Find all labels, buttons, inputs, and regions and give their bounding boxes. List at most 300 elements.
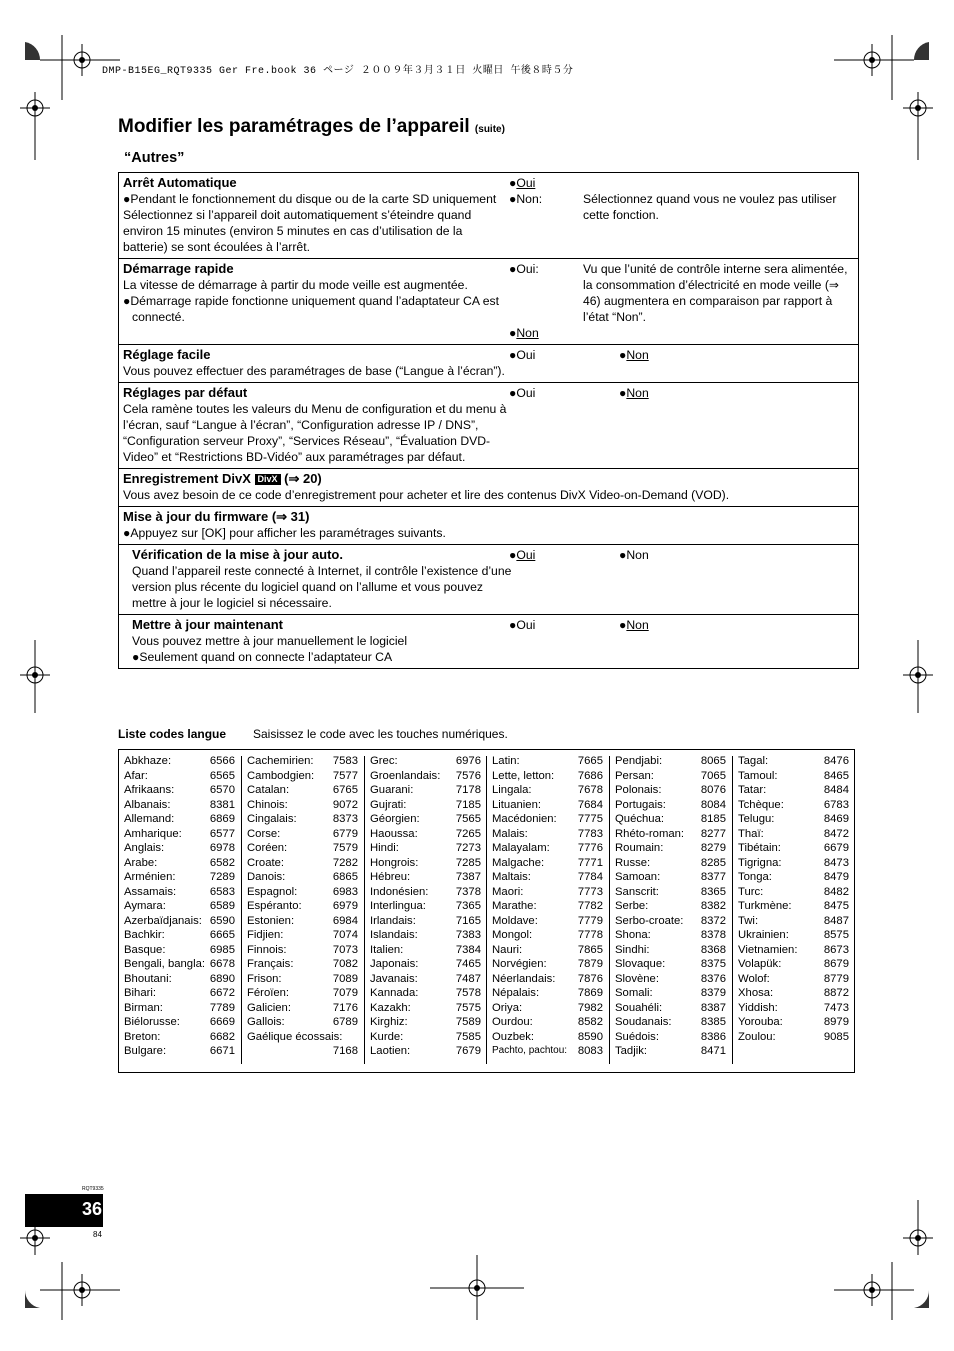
row-heading: Réglages par défaut <box>123 385 248 400</box>
language-entry <box>247 1015 358 1030</box>
language-entry <box>615 783 726 798</box>
language-entry <box>124 1001 235 1016</box>
language-name: Rhéto-roman: <box>615 827 685 840</box>
row-heading: Arrêt Automatique <box>123 175 237 190</box>
language-entry <box>370 783 481 798</box>
row-heading: Réglage facile <box>123 347 211 362</box>
language-code: 8387 <box>700 1001 726 1014</box>
language-name: Estonien: <box>247 914 295 927</box>
row-bullet: ●Appuyez sur [OK] pour afficher les paramétrages suivants. <box>123 526 446 540</box>
language-name: Népalais: <box>492 987 540 999</box>
language-name: Turc: <box>738 885 764 898</box>
language-name: Kannada: <box>370 987 419 999</box>
language-name: Lette, letton: <box>492 769 555 782</box>
language-name: Frison: <box>247 972 282 985</box>
language-entry <box>738 870 849 885</box>
option-non: ●Non <box>619 618 649 632</box>
language-entry <box>738 899 849 914</box>
language-code: 6565 <box>209 769 235 782</box>
language-name: Lingala: <box>492 784 532 796</box>
language-entry <box>738 827 849 842</box>
language-name: Birman: <box>124 1001 163 1014</box>
column-divider <box>732 756 733 1064</box>
language-codes-table <box>118 749 855 1073</box>
language-code: 7577 <box>332 769 358 782</box>
language-name: Serbe: <box>615 900 649 912</box>
language-entry <box>738 1001 849 1016</box>
section-heading: “Autres” <box>124 150 185 166</box>
row-enregistrement-divx <box>119 469 859 507</box>
language-code: 7778 <box>577 929 603 941</box>
language-code: 8779 <box>823 972 849 985</box>
language-code: 7783 <box>577 827 603 840</box>
language-name: Samoan: <box>615 871 661 883</box>
language-name: Albanais: <box>124 798 171 811</box>
language-column <box>370 754 481 1059</box>
language-entry <box>124 769 235 784</box>
language-entry <box>615 1044 726 1059</box>
language-code: 6570 <box>209 784 235 796</box>
language-entry <box>492 754 603 769</box>
language-code: 6985 <box>209 943 235 956</box>
language-code: 7679 <box>455 1045 481 1057</box>
language-name: Gaélique écossais: <box>247 1030 343 1043</box>
title-suffix: (suite) <box>474 124 505 135</box>
language-entry <box>370 827 481 842</box>
language-name: Yiddish: <box>738 1001 778 1014</box>
language-code: 7282 <box>332 856 358 869</box>
language-code: 7782 <box>577 900 603 912</box>
option-oui: ●Oui <box>509 548 536 562</box>
row-mettre-a-jour-maintenant <box>119 615 859 669</box>
language-entry <box>492 1044 603 1059</box>
language-name: Français: <box>247 958 294 970</box>
row-demarrage-rapide <box>119 259 859 345</box>
language-code: 8679 <box>823 958 849 970</box>
language-name: Volapük: <box>738 958 782 970</box>
language-entry <box>738 914 849 929</box>
language-entry <box>124 885 235 900</box>
language-code: 7678 <box>577 784 603 796</box>
language-entry <box>492 899 603 914</box>
language-code: 8372 <box>700 914 726 927</box>
language-entry <box>492 827 603 842</box>
language-code: 8590 <box>577 1030 603 1043</box>
language-name: Féroïen: <box>247 987 290 999</box>
language-entry <box>615 798 726 813</box>
language-column <box>738 754 849 1044</box>
language-name: Malais: <box>492 827 528 840</box>
language-entry <box>370 943 481 958</box>
title-text: Modifier les paramétrages de l’appareil <box>118 116 470 137</box>
language-name: Chinois: <box>247 798 288 811</box>
language-code: 8673 <box>823 943 849 956</box>
language-code: 6865 <box>332 871 358 883</box>
language-name: Telugu: <box>738 813 775 825</box>
option-non: ●Non <box>619 348 649 362</box>
row-text: Quand l’appareil reste connecté à Internet, il contrôle l’existence d’une version plus récente du logiciel quand on l’allume et vous pouvez mettre à jour le logiciel si nécessaire. <box>132 564 512 610</box>
language-entry <box>492 1001 603 1016</box>
language-code: 6669 <box>209 1016 235 1028</box>
language-name: Shona: <box>615 929 651 941</box>
language-name: Grec: <box>370 755 398 767</box>
language-entry <box>615 943 726 958</box>
row-text: Cela ramène toutes les valeurs du Menu de configuration et du menu à l’écran, sauf “Langue à l’écran”, “Configuration adresse IP / DNS”, “Configuration serveur Proxy”, “Services Réseau”, “Évaluation DVD-Video” et “Restrictions BD-Vidéo” aux paramétrages par défaut. <box>123 402 507 464</box>
language-column <box>124 754 235 1059</box>
row-text: Vous pouvez mettre à jour manuellement le logiciel <box>132 634 408 648</box>
language-name: Maori: <box>492 885 524 898</box>
language-code: 7879 <box>577 958 603 970</box>
language-name: Norvégien: <box>492 958 547 970</box>
language-name: Croate: <box>247 856 285 869</box>
language-entry <box>615 812 726 827</box>
language-code: 8465 <box>823 769 849 782</box>
language-name: Arabe: <box>124 856 158 869</box>
language-entry <box>124 827 235 842</box>
language-entry <box>124 856 235 871</box>
language-name: Quéchua: <box>615 813 664 825</box>
language-name: Hindi: <box>370 842 399 854</box>
row-verification-auto <box>119 545 859 615</box>
language-entry <box>370 957 481 972</box>
language-name: Mongol: <box>492 929 533 941</box>
language-code: 7285 <box>455 856 481 869</box>
language-code: 6671 <box>209 1045 235 1057</box>
language-entry <box>615 841 726 856</box>
language-code: 7576 <box>455 769 481 782</box>
language-name: Japonais: <box>370 958 419 970</box>
language-code: 8582 <box>577 1016 603 1028</box>
language-code: 8065 <box>700 755 726 767</box>
language-entry <box>492 841 603 856</box>
language-code: 7779 <box>577 914 603 927</box>
language-code: 7487 <box>455 972 481 985</box>
language-entry <box>124 1044 235 1059</box>
language-entry <box>247 1044 358 1059</box>
language-name: Coréen: <box>247 842 288 854</box>
language-entry <box>370 914 481 929</box>
language-name: Breton: <box>124 1030 161 1043</box>
language-entry <box>124 943 235 958</box>
column-divider <box>486 756 487 1064</box>
language-name: Indonésien: <box>370 885 429 898</box>
language-code: 8381 <box>209 798 235 811</box>
language-entry <box>738 885 849 900</box>
language-code: 7185 <box>455 798 481 811</box>
language-name: Nauri: <box>492 943 523 956</box>
language-name: Danois: <box>247 871 286 883</box>
language-code: 8979 <box>823 1016 849 1028</box>
option-non: ●Non <box>619 548 649 562</box>
language-name: Kurde: <box>370 1030 404 1043</box>
row-bullet: ●Pendant le fonctionnement du disque ou de la carte SD uniquement <box>123 192 497 206</box>
language-code: 8377 <box>700 871 726 883</box>
language-entry <box>124 870 235 885</box>
language-name: Interlingua: <box>370 900 426 912</box>
language-entry <box>615 885 726 900</box>
language-name: Afar: <box>124 769 148 782</box>
language-entry <box>370 928 481 943</box>
row-mise-a-jour-firmware <box>119 507 859 545</box>
language-entry <box>247 783 358 798</box>
language-name: Irlandais: <box>370 914 416 927</box>
bottom-number: 84 <box>93 1230 102 1239</box>
language-code: 7473 <box>823 1001 849 1014</box>
column-divider <box>241 756 242 1064</box>
language-code: 7578 <box>455 987 481 999</box>
language-entry <box>247 914 358 929</box>
language-name: Kazakh: <box>370 1001 411 1014</box>
language-entry <box>124 928 235 943</box>
language-code: 8473 <box>823 856 849 869</box>
language-name: Assamais: <box>124 885 177 898</box>
language-code: 7074 <box>332 929 358 941</box>
language-name: Slovène: <box>615 972 659 985</box>
language-name: Cingalais: <box>247 813 297 825</box>
language-entry <box>615 754 726 769</box>
language-code: 6765 <box>332 784 358 796</box>
language-name: Tatar: <box>738 784 767 796</box>
language-name: Wolof: <box>738 972 770 985</box>
row-bullet: ●Seulement quand on connecte l’adaptateur CA <box>132 650 393 664</box>
language-entry <box>492 972 603 987</box>
language-name: Cachemirien: <box>247 755 314 767</box>
language-entry <box>247 928 358 943</box>
language-entry <box>124 914 235 929</box>
language-name: Guarani: <box>370 784 414 796</box>
language-code: 7178 <box>455 784 481 796</box>
language-code: 6679 <box>823 842 849 854</box>
language-name: Twi: <box>738 914 759 927</box>
language-code: 8084 <box>700 798 726 811</box>
language-entry <box>615 1030 726 1045</box>
language-entry <box>124 754 235 769</box>
language-entry <box>492 1030 603 1045</box>
language-code: 8476 <box>823 755 849 767</box>
language-name: Arménien: <box>124 871 176 883</box>
language-name: Tonga: <box>738 871 772 883</box>
column-divider <box>609 756 610 1064</box>
option-oui: ●Oui <box>509 176 536 190</box>
option-non: ●Non: Sélectionnez quand vous ne voulez pas utiliser cette fonction. <box>509 192 837 222</box>
language-code: 8482 <box>823 885 849 898</box>
language-name: Tadjik: <box>615 1045 648 1057</box>
row-reglage-facile <box>119 345 859 383</box>
language-code: 7387 <box>455 871 481 883</box>
divx-logo: DivX <box>255 474 281 485</box>
language-name: Finnois: <box>247 943 287 956</box>
language-code: 7775 <box>577 813 603 825</box>
page-title <box>118 116 505 138</box>
language-entry <box>738 754 849 769</box>
language-code: 7982 <box>577 1001 603 1014</box>
language-code: 6566 <box>209 755 235 767</box>
language-code: 7789 <box>209 1001 235 1014</box>
language-name: Tagal: <box>738 755 769 767</box>
language-code: 6779 <box>332 827 358 840</box>
language-entry <box>247 812 358 827</box>
language-name: Sindhi: <box>615 943 650 956</box>
language-code: 6979 <box>332 900 358 912</box>
language-code: 9072 <box>332 798 358 811</box>
language-name: Russe: <box>615 856 651 869</box>
language-code: 7585 <box>455 1030 481 1043</box>
language-code: 8376 <box>700 972 726 985</box>
language-code: 7365 <box>455 900 481 912</box>
language-entry <box>370 1030 481 1045</box>
language-name: Thaï: <box>738 827 764 840</box>
language-name: Amharique: <box>124 827 182 840</box>
language-code: 7684 <box>577 798 603 811</box>
language-code: 7165 <box>455 914 481 927</box>
language-entry <box>247 870 358 885</box>
language-code: 8375 <box>700 958 726 970</box>
language-entry <box>492 769 603 784</box>
language-code: 7265 <box>455 827 481 840</box>
language-entry <box>247 841 358 856</box>
language-name: Italien: <box>370 943 404 956</box>
language-name: Xhosa: <box>738 987 774 999</box>
row-heading: Vérification de la mise à jour auto. <box>132 547 343 562</box>
language-entry <box>492 885 603 900</box>
row-text: Vous avez besoin de ce code d’enregistrement pour acheter et lire des contenus DivX Video-on-Demand (VOD). <box>123 488 730 502</box>
option-oui: ●Oui <box>509 348 536 362</box>
language-name: Tchèque: <box>738 798 784 811</box>
language-name: Fidjien: <box>247 929 284 941</box>
language-name: Tibétain: <box>738 842 781 854</box>
language-code: 8379 <box>700 987 726 999</box>
language-entry <box>124 783 235 798</box>
language-entry <box>247 885 358 900</box>
language-code: 8475 <box>823 900 849 912</box>
language-code: 8185 <box>700 813 726 825</box>
language-code: 8279 <box>700 842 726 854</box>
language-entry <box>738 769 849 784</box>
language-entry <box>615 928 726 943</box>
language-code: 8368 <box>700 943 726 956</box>
language-code: 6983 <box>332 885 358 898</box>
language-entry <box>247 957 358 972</box>
language-entry <box>492 870 603 885</box>
language-entry <box>370 754 481 769</box>
language-entry <box>615 1001 726 1016</box>
language-entry <box>738 943 849 958</box>
language-code: 8285 <box>700 856 726 869</box>
language-entry <box>738 957 849 972</box>
language-entry <box>247 769 358 784</box>
language-entry <box>247 754 358 769</box>
language-name: Espéranto: <box>247 900 302 912</box>
language-code: 7784 <box>577 871 603 883</box>
language-name: Hongrois: <box>370 856 419 869</box>
language-codes-instruction: Saisissez le code avec les touches numériques. <box>253 727 508 741</box>
language-entry <box>738 972 849 987</box>
language-entry <box>370 812 481 827</box>
language-name: Roumain: <box>615 842 664 854</box>
language-entry <box>370 841 481 856</box>
row-bullet: ●Démarrage rapide fonctionne uniquement quand l’adaptateur CA est connecté. <box>123 294 499 324</box>
language-code: 8575 <box>823 929 849 941</box>
language-code: 8083 <box>577 1045 603 1057</box>
language-entry <box>124 1015 235 1030</box>
language-code: 6890 <box>209 972 235 985</box>
language-entry <box>124 899 235 914</box>
language-entry <box>615 957 726 972</box>
language-code: 8365 <box>700 885 726 898</box>
row-arret-automatique <box>119 173 859 259</box>
language-code: 8471 <box>700 1045 726 1057</box>
language-entry <box>615 899 726 914</box>
language-name: Néerlandais: <box>492 972 556 985</box>
language-code: 6783 <box>823 798 849 811</box>
rqt-code: RQT9335 <box>82 1186 104 1192</box>
language-entry <box>738 798 849 813</box>
language-entry <box>370 798 481 813</box>
language-name: Gujrati: <box>370 798 407 811</box>
language-name: Haoussa: <box>370 827 418 840</box>
language-name: Oriya: <box>492 1001 523 1014</box>
option-non: ●Non <box>619 386 649 400</box>
language-code: 7089 <box>332 972 358 985</box>
language-code: 6789 <box>332 1016 358 1028</box>
settings-table <box>118 172 859 669</box>
language-code: 7176 <box>332 1001 358 1014</box>
language-name: Tigrigna: <box>738 856 782 869</box>
language-code: 6665 <box>209 929 235 941</box>
language-name: Suédois: <box>615 1030 659 1043</box>
language-code: 6678 <box>209 958 235 970</box>
language-code: 6583 <box>209 885 235 898</box>
language-entry <box>615 986 726 1001</box>
language-entry <box>492 1015 603 1030</box>
language-name: Lituanien: <box>492 798 541 811</box>
language-entry <box>370 899 481 914</box>
language-column <box>615 754 726 1059</box>
language-entry <box>615 1015 726 1030</box>
language-code: 6589 <box>209 900 235 912</box>
language-entry <box>492 943 603 958</box>
language-code: 6577 <box>209 827 235 840</box>
language-entry <box>492 928 603 943</box>
language-entry <box>370 1001 481 1016</box>
language-code: 7082 <box>332 958 358 970</box>
language-entry <box>370 885 481 900</box>
language-code: 8382 <box>700 900 726 912</box>
language-code: 7776 <box>577 842 603 854</box>
language-column <box>247 754 358 1059</box>
language-code: 8373 <box>332 813 358 825</box>
language-name: Maltais: <box>492 871 531 883</box>
language-code: 7869 <box>577 987 603 999</box>
language-code: 6978 <box>209 842 235 854</box>
row-text: Vous pouvez effectuer des paramétrages de base (“Langue à l’écran”). <box>123 364 505 378</box>
language-name: Hébreu: <box>370 871 411 883</box>
language-code: 6869 <box>209 813 235 825</box>
language-code: 7383 <box>455 929 481 941</box>
language-name: Soudanais: <box>615 1016 672 1028</box>
language-code: 8378 <box>700 929 726 941</box>
language-entry <box>124 798 235 813</box>
language-name: Anglais: <box>124 842 165 854</box>
language-code: 6976 <box>455 755 481 767</box>
print-header: DMP-B15EG_RQT9335 Ger Fre.book 36 ページ ２００９年３月３１日 火曜日 午後８時５分 <box>102 66 574 77</box>
language-entry <box>738 856 849 871</box>
language-code: 7065 <box>700 769 726 782</box>
language-code: 7289 <box>209 871 235 883</box>
language-entry <box>370 856 481 871</box>
language-entry <box>247 972 358 987</box>
language-codes-title: Liste codes langue <box>118 727 227 741</box>
